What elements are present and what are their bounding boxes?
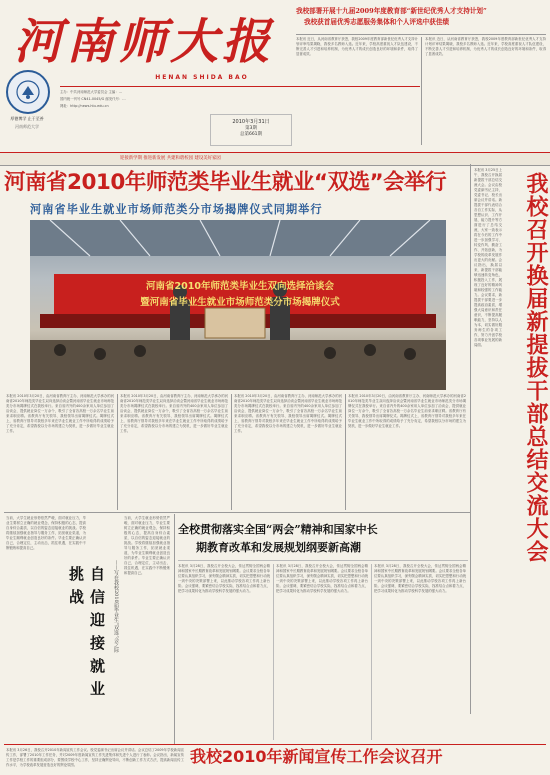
- banner-line-2: 我校获首届优秀志愿服务集体和个人评选中获佳绩: [304, 18, 450, 26]
- issue-number: 第3期: [245, 126, 257, 131]
- issue-info-2: 国内统一刊号 CN41-0045/G 邮发代号：…: [60, 97, 126, 101]
- school-seal-icon: [6, 70, 50, 114]
- middle-box-headline-2: 期教育改革和发展规划纲要新高潮: [196, 541, 361, 554]
- newspaper-title: 河南师大报: [14, 14, 275, 70]
- banner-line-1: 我校部署开展十九届2009年度教育部“新世纪优秀人才支持计划”: [296, 7, 487, 15]
- editorial-text: 当前，大学生就业形势依然严峻，面对就业压力，毕业生要树立正确的就业观念，保持积极的心态，提高自身综合素质，以自信的姿态迎接就业的挑战。学校将继续加强就业指导与服务工作，拓宽就业渠道，为毕业生顺利就业创造良好的条件。毕业生要正确认识自己，合理定位，主动出击，抓住机遇，在实践中不断锻炼和提高自己。: [6, 516, 86, 550]
- editorial-subtitle: ——写在我校2010届毕业生“双选”会之际: [113, 560, 119, 653]
- issue-date-box: [210, 114, 292, 146]
- masthead-ribbon: [0, 152, 550, 166]
- lead-subheadline: 河南省毕业生就业市场师范类分市场揭牌仪式同期举行: [30, 203, 323, 216]
- newspaper-title-en: HENAN SHIDA BAO: [155, 74, 249, 81]
- issue-total: 总第661期: [239, 132, 263, 137]
- bottom-headline: 我校2010年新闻宣传工作会议召开: [190, 747, 443, 766]
- editorial-text-2: 当前，大学生就业形势依然严峻，面对就业压力，毕业生要树立正确的就业观念，保持积极的心态，提高自身综合素质，以自信的姿态迎接就业的挑战。学校将继续加强就业指导与服务工作，拓宽就业渠道，为毕业生顺利就业创造良好的条件。毕业生要正确认识自己，合理定位，主动出击，抓住机遇，在实践中不断锻炼和提高自己。: [124, 516, 170, 575]
- middle-article-col-3: 本报讯 3月28日，我校召开全校大会，传达贯彻全国两会精神和国家中长期教育改革和发展规划纲要。会议要求全校各单位要认真组织学习，深刻领会精神实质，切实把思想和行动统一到中央的决策部署上来，以此推动学校各项工作再上新台阶。会议强调，要紧密结合学校实际，找准结合点和着力点，把学习成果转化为推动学校科学发展的强大动力。: [374, 564, 466, 593]
- masthead-caption: 厚德博学 止于至善: [10, 116, 44, 121]
- lead-article-col-3: 本报讯 2010年3月20日，由河南省教育厅主办、河南师范大学承办的河南省2010年师范类毕业生双向选择洽谈会暨河南省毕业生就业市场师范类分市场揭牌仪式在我校举行。来自省内外的400余家用人单位参加了洽谈会，提供就业岗位一万余个，吸引了全省各高校一万余名毕业生前来求职应聘。省教育厅有关领导、我校领导出席揭牌仪式。揭牌仪式上，省教育厅领导对我校多年来在毕业生就业工作中所取得的成绩给予了充分肯定，希望我校以分市场的建立为契机，进一步做好毕业生就业工作。: [234, 394, 342, 433]
- middle-box-headline-1: 全校贯彻落实全国“两会”精神和国家中长: [178, 523, 378, 536]
- editorial-vertical-headline: 自信迎接就业挑战: [67, 566, 106, 704]
- lead-article-col-1: 本报讯 2010年3月20日，由河南省教育厅主办、河南师范大学承办的河南省2010年师范类毕业生双向选择洽谈会暨河南省毕业生就业市场师范类分市场揭牌仪式在我校举行。来自省内外的400余家用人单位参加了洽谈会，提供就业岗位一万余个，吸引了全省各高校一万余名毕业生前来求职应聘。省教育厅有关领导、我校领导出席揭牌仪式。揭牌仪式上，省教育厅领导对我校多年来在毕业生就业工作中所取得的成绩给予了充分肯定，希望我校以分市场的建立为契机，进一步做好毕业生就业工作。: [6, 394, 114, 433]
- masthead: [0, 0, 550, 152]
- top-banner: [296, 6, 546, 32]
- right-column-body: 本报讯 3月25日上午，我校召开换届新提拔干部总结交流大会。会议由校党委副书记主持，党委书记、校长出席会议并讲话。新提拔干部代表结合各自工作实际，从思想认识、工作开展、能力提升等方面进行了总结交流，大家一致表示将在今后的工作中进一步加强学习、转变作风、勤奋工作、开拓创新，为学校的改革发展作出更大的贡献。会议指出，换届以来，新提拔干部能够迅速转变角色，积极投入工作，展现了良好的精神风貌和较强的工作能力。会议要求，新提拔干部要进一步提高政治素质，增强大局意识和责任意识，不断提高履职能力，坚持以人为本，切实做好服务师生的各项工作，努力开创学校各项事业发展的新局面。: [474, 168, 502, 347]
- lead-headline: 河南省2010年师范类毕业生就业“双选”会举行: [4, 170, 447, 195]
- lead-photo: [30, 220, 446, 390]
- bottom-article: 本报讯 3月26日，我校召开2010年新闻宣传工作会议。校党委副书记出席会议并讲话。会议总结了2009年学校新闻宣传工作，部署了2010年工作任务，并对2009年度新闻宣传工作先进集体和先进个人进行了表彰。会议指出，新闻宣传工作是学校工作的重要组成部分，要围绕学校中心工作，坚持正确舆论导向，不断创新工作方式方法，提高新闻宣传工作水平，为学校改革发展营造良好的舆论氛围。: [6, 748, 184, 767]
- issue-info-3: 网址：http://news.htu.edu.cn: [60, 104, 109, 108]
- right-vertical-headline: 我校召开换届新提拔干部总结交流大会: [523, 172, 548, 563]
- issue-info-1: 主办：中共河南师范大学委员会 主编：…: [60, 90, 123, 94]
- photo-banner-1: 河南省2010年师范类毕业生双向选择洽谈会: [146, 281, 334, 292]
- lead-article-col-4: 本报讯 2010年3月20日，由河南省教育厅主办、河南师范大学承办的河南省2010年师范类毕业生双向选择洽谈会暨河南省毕业生就业市场师范类分市场揭牌仪式在我校举行。来自省内外的400余家用人单位参加了洽谈会，提供就业岗位一万余个，吸引了全省各高校一万余名毕业生前来求职应聘。省教育厅有关领导、我校领导出席揭牌仪式。揭牌仪式上，省教育厅领导对我校多年来在毕业生就业工作中所取得的成绩给予了充分肯定，希望我校以分市场的建立为契机，进一步做好毕业生就业工作。: [348, 394, 466, 428]
- lead-article-col-2: 本报讯 2010年3月20日，由河南省教育厅主办、河南师范大学承办的河南省2010年师范类毕业生双向选择洽谈会暨河南省毕业生就业市场师范类分市场揭牌仪式在我校举行。来自省内外的400余家用人单位参加了洽谈会，提供就业岗位一万余个，吸引了全省各高校一万余名毕业生前来求职应聘。省教育厅有关领导、我校领导出席揭牌仪式。揭牌仪式上，省教育厅领导对我校多年来在毕业生就业工作中所取得的成绩给予了充分肯定，希望我校以分市场的建立为契机，进一步做好毕业生就业工作。: [120, 394, 228, 433]
- seal-text: 河南师范大学: [15, 124, 39, 129]
- top-right-article-2: 本报讯 近日，从河南省教育厅获悉，我校2009年度教育部新世纪优秀人才支持计划评审结果揭晓，我校多名教师入选。近年来，学校高度重视人才队伍建设，不断完善人才引进和培养机制，为优秀人才的成长创造良好的环境和条件，取得了显著成效。: [425, 37, 546, 56]
- middle-article-col-2: 本报讯 3月28日，我校召开全校大会，传达贯彻全国两会精神和国家中长期教育改革和发展规划纲要。会议要求全校各单位要认真组织学习，深刻领会精神实质，切实把思想和行动统一到中央的决策部署上来，以此推动学校各项工作再上新台阶。会议强调，要紧密结合学校实际，找准结合点和着力点，把学习成果转化为推动学校科学发展的强大动力。: [276, 564, 368, 593]
- lead-headline-block: [4, 168, 466, 198]
- issue-date: 2010年3月31日: [232, 119, 270, 125]
- middle-article-col-1: 本报讯 3月28日，我校召开全校大会，传达贯彻全国两会精神和国家中长期教育改革和发展规划纲要。会议要求全校各单位要认真组织学习，深刻领会精神实质，切实把思想和行动统一到中央的决策部署上来，以此推动学校各项工作再上新台阶。会议强调，要紧密结合学校实际，找准结合点和着力点，把学习成果转化为推动学校科学发展的强大动力。: [178, 564, 270, 593]
- ribbon-text: 迎接新学期 推进新发展 共建和谐校园 建设美好家园: [120, 156, 221, 161]
- top-right-article: 本报讯 近日，从河南省教育厅获悉，我校2009年度教育部新世纪优秀人才支持计划评审结果揭晓，我校多名教师入选。近年来，学校高度重视人才队伍建设，不断完善人才引进和培养机制，为优秀人才的成长创造良好的环境和条件，取得了显著成效。: [296, 37, 418, 56]
- photo-banner-2: 暨河南省毕业生就业市场师范类分市场揭牌仪式: [140, 297, 340, 308]
